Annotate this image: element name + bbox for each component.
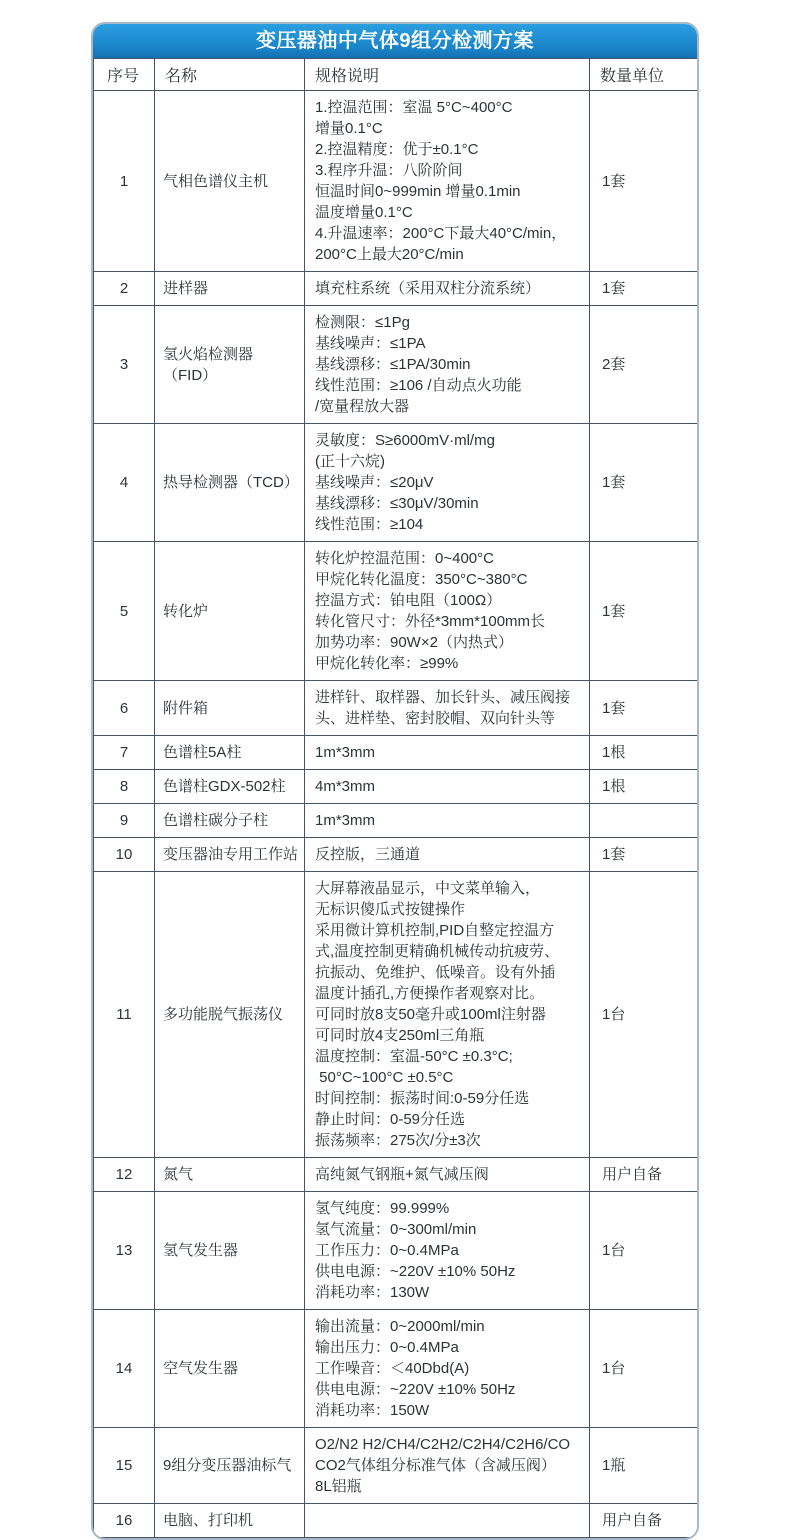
column-header-qty: 数量单位 — [590, 59, 698, 91]
spec-line: 时间控制：振荡时间:0-59分任选 — [315, 1090, 530, 1107]
spec-line: 控温方式：铂电阻（100Ω） — [315, 592, 502, 609]
spec-line: 加势功率：90W×2（内热式） — [315, 634, 513, 651]
item-spec-cell — [305, 272, 590, 306]
spec-line: 无标识傻瓜式按键操作 — [315, 901, 466, 918]
table-row — [94, 1428, 698, 1504]
table-row — [94, 770, 698, 804]
table-row — [94, 1192, 698, 1310]
item-spec-cell — [305, 736, 590, 770]
item-quantity-cell: 用户自备 — [590, 1504, 698, 1538]
item-spec-cell — [305, 1428, 590, 1504]
table-body — [94, 91, 698, 1538]
item-quantity-cell: 2套 — [590, 306, 698, 424]
table-row — [94, 542, 698, 681]
item-name-cell: 多功能脱气振荡仪 — [155, 872, 305, 1158]
table-row — [94, 681, 698, 736]
spec-line: 1.控温范围：室温 5°C~400°C — [315, 99, 513, 116]
table-row — [94, 736, 698, 770]
spec-line: 进样针、取样器、加长针头、减压阀接头、进样垫、密封胶帽、双向针头等 — [315, 689, 571, 727]
header-row — [94, 59, 698, 91]
row-number-cell: 1 — [94, 91, 155, 272]
spec-line: 式,温度控制更精确机械传动抗疲劳、 — [315, 943, 560, 960]
spec-line: 氢气纯度：99.999% — [315, 1200, 450, 1217]
spec-line: 采用微计算机控制,PID自整定控温方 — [315, 922, 555, 939]
row-number-cell: 12 — [94, 1158, 155, 1192]
table-row — [94, 804, 698, 838]
row-number-cell: 9 — [94, 804, 155, 838]
item-quantity-cell: 1套 — [590, 681, 698, 736]
spec-line: /宽量程放大器 — [315, 398, 410, 415]
row-number-cell: 15 — [94, 1428, 155, 1504]
item-spec-cell — [305, 424, 590, 542]
column-header-spec: 规格说明 — [305, 59, 590, 91]
item-spec-cell — [305, 91, 590, 272]
row-number-cell: 3 — [94, 306, 155, 424]
spec-line: 供电电源：~220V ±10% 50Hz — [315, 1263, 516, 1280]
item-name-cell: 氢气发生器 — [155, 1192, 305, 1310]
row-number-cell: 7 — [94, 736, 155, 770]
item-spec-cell — [305, 1504, 590, 1538]
spec-line: 工作压力：0~0.4MPa — [315, 1242, 459, 1259]
item-name-cell: 9组分变压器油标气 — [155, 1428, 305, 1504]
item-quantity-cell: 1套 — [590, 838, 698, 872]
row-number-cell: 5 — [94, 542, 155, 681]
spec-line: 温度增量0.1°C — [315, 204, 413, 221]
item-name-cell: 附件箱 — [155, 681, 305, 736]
spec-line: 基线漂移：≤1PA/30min — [315, 356, 471, 373]
row-number-cell: 11 — [94, 872, 155, 1158]
spec-line: 抗振动、免维护、低噪音。设有外插 — [315, 964, 556, 981]
item-spec-cell — [305, 838, 590, 872]
item-quantity-cell: 用户自备 — [590, 1158, 698, 1192]
spec-line: 基线噪声：≤20μV — [315, 474, 434, 491]
item-name-cell: 气相色谱仪主机 — [155, 91, 305, 272]
table-row — [94, 1310, 698, 1428]
item-name-cell: 进样器 — [155, 272, 305, 306]
item-quantity-cell: 1瓶 — [590, 1428, 698, 1504]
item-quantity-cell: 1套 — [590, 424, 698, 542]
item-spec-cell — [305, 681, 590, 736]
spec-table — [93, 58, 698, 1538]
spec-line: 输出流量：0~2000ml/min — [315, 1318, 485, 1335]
row-number-cell: 10 — [94, 838, 155, 872]
item-quantity-cell: 1套 — [590, 91, 698, 272]
spec-line: CO2气体组分标准气体（含减压阀） — [315, 1457, 556, 1474]
item-quantity-cell: 1根 — [590, 736, 698, 770]
table-row — [94, 1504, 698, 1538]
column-header-name: 名称 — [155, 59, 305, 91]
row-number-cell: 4 — [94, 424, 155, 542]
row-number-cell: 13 — [94, 1192, 155, 1310]
spec-line: (正十六烷) — [315, 453, 385, 470]
table-title: 变压器油中气体9组分检测方案 — [93, 24, 697, 58]
row-number-cell: 16 — [94, 1504, 155, 1538]
spec-line: 转化管尺寸：外径*3mm*100mm长 — [315, 613, 546, 630]
spec-line: 氢气流量：0~300ml/min — [315, 1221, 477, 1238]
row-number-cell: 8 — [94, 770, 155, 804]
spec-line: 增量0.1°C — [315, 120, 383, 137]
spec-line: 检测限：≤1Pg — [315, 314, 410, 331]
spec-line: 振荡频率：275次/分±3次 — [315, 1132, 481, 1149]
table-row — [94, 91, 698, 272]
item-name-cell: 色谱柱碳分子柱 — [155, 804, 305, 838]
spec-line: 消耗功率：150W — [315, 1402, 430, 1419]
spec-line: 恒温时间0~999min 增量0.1min — [315, 183, 521, 200]
spec-line: 灵敏度：S≥6000mV·ml/mg — [315, 432, 495, 449]
item-spec-cell — [305, 872, 590, 1158]
item-quantity-cell: 1根 — [590, 770, 698, 804]
spec-line: 1m*3mm — [315, 812, 376, 829]
item-quantity-cell: 1台 — [590, 1192, 698, 1310]
spec-line: 填充柱系统（采用双柱分流系统） — [315, 280, 541, 297]
item-spec-cell — [305, 1158, 590, 1192]
table-row — [94, 306, 698, 424]
spec-line: 输出压力：0~0.4MPa — [315, 1339, 459, 1356]
spec-line: 甲烷化转化率：≥99% — [315, 655, 459, 672]
spec-line: 8L铝瓶 — [315, 1478, 362, 1495]
spec-line: 温度计插孔,方便操作者观察对比。 — [315, 985, 545, 1002]
row-number-cell: 2 — [94, 272, 155, 306]
spec-line: 线性范围：≥104 — [315, 516, 424, 533]
item-spec-cell — [305, 306, 590, 424]
spec-line: 供电电源：~220V ±10% 50Hz — [315, 1381, 516, 1398]
item-spec-cell — [305, 1192, 590, 1310]
row-number-cell: 14 — [94, 1310, 155, 1428]
item-name-cell: 色谱柱5A柱 — [155, 736, 305, 770]
column-header-no: 序号 — [94, 59, 155, 91]
table-row — [94, 424, 698, 542]
item-spec-cell — [305, 770, 590, 804]
spec-line: 4.升温速率：200°C下最大40°C/min， — [315, 225, 567, 242]
item-name-cell: 热导检测器（TCD） — [155, 424, 305, 542]
spec-line: 可同时放8支50毫升或100ml注射器 — [315, 1006, 546, 1023]
spec-line: 高纯氮气钢瓶+氮气减压阀 — [315, 1166, 489, 1183]
item-quantity-cell: 1套 — [590, 542, 698, 681]
spec-line: 50°C~100°C ±0.5°C — [315, 1069, 454, 1086]
spec-line: 静止时间：0-59分任选 — [315, 1111, 466, 1128]
spec-line: 基线漂移：≤30μV/30min — [315, 495, 479, 512]
item-name-cell: 氮气 — [155, 1158, 305, 1192]
item-spec-cell — [305, 804, 590, 838]
spec-line: 4m*3mm — [315, 778, 376, 795]
spec-line: 反控版，三通道 — [315, 846, 421, 863]
item-name-cell: 电脑、打印机 — [155, 1504, 305, 1538]
item-spec-cell — [305, 1310, 590, 1428]
spec-line: 线性范围：≥106 /自动点火功能 — [315, 377, 522, 394]
item-name-cell: 氢火焰检测器（FID） — [155, 306, 305, 424]
item-name-cell: 色谱柱GDX-502柱 — [155, 770, 305, 804]
item-spec-cell — [305, 542, 590, 681]
item-quantity-cell — [590, 804, 698, 838]
spec-line: 消耗功率：130W — [315, 1284, 430, 1301]
spec-line: 1m*3mm — [315, 744, 376, 761]
item-quantity-cell: 1套 — [590, 272, 698, 306]
spec-line: 转化炉控温范围：0~400°C — [315, 550, 494, 567]
table-row — [94, 872, 698, 1158]
spec-line: 温度控制：室温-50°C ±0.3°C; — [315, 1048, 513, 1065]
spec-line: 200°C上最大20°C/min — [315, 246, 464, 263]
spec-line: 大屏幕液晶显示，中文菜单输入， — [315, 880, 541, 897]
item-quantity-cell: 1台 — [590, 1310, 698, 1428]
spec-line: 可同时放4支250ml三角瓶 — [315, 1027, 485, 1044]
spec-line: O2/N2 H2/CH4/C2H2/C2H4/C2H6/CO — [315, 1436, 571, 1453]
table-row — [94, 272, 698, 306]
row-number-cell: 6 — [94, 681, 155, 736]
spec-line: 2.控温精度：优于±0.1°C — [315, 141, 479, 158]
item-name-cell: 转化炉 — [155, 542, 305, 681]
spec-table-card — [91, 22, 699, 1540]
spec-line: 基线噪声：≤1PA — [315, 335, 426, 352]
item-name-cell: 空气发生器 — [155, 1310, 305, 1428]
spec-line: 工作噪音：＜40Dbd(A) — [315, 1360, 470, 1377]
table-row — [94, 838, 698, 872]
table-row — [94, 1158, 698, 1192]
item-quantity-cell: 1台 — [590, 872, 698, 1158]
spec-line: 甲烷化转化温度：350°C~380°C — [315, 571, 528, 588]
item-name-cell: 变压器油专用工作站 — [155, 838, 305, 872]
spec-line: 3.程序升温：八阶阶间 — [315, 162, 463, 179]
